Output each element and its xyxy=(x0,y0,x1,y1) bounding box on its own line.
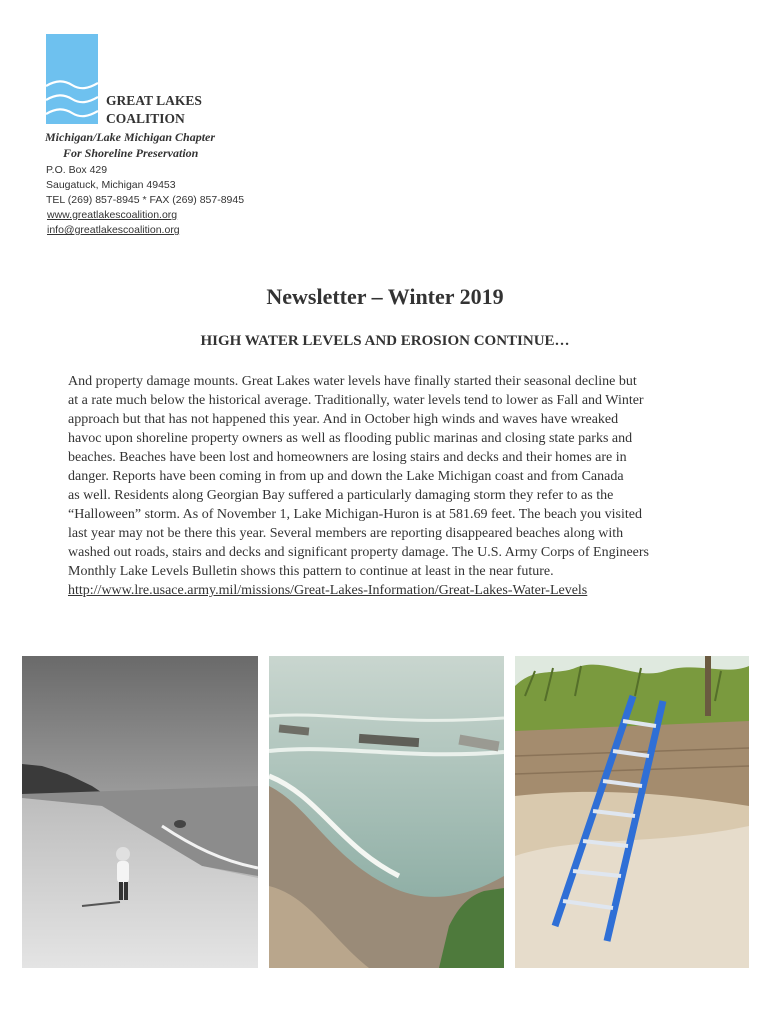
body-line: as well. Residents along Georgian Bay suffered a particularly damaging storm they refer to as the xyxy=(68,488,614,503)
body-line: washed out roads, stairs and decks and significant property damage. The U.S. Army Corps of Engineers xyxy=(68,545,649,560)
organization-name xyxy=(106,92,202,127)
body-line: approach but that has not happened this year. And in October high winds and waves have wreaked xyxy=(68,412,619,427)
address-line-1: P.O. Box 429 xyxy=(46,164,108,176)
ladder-dune-photo xyxy=(515,656,749,968)
beach-child-photo xyxy=(22,656,258,968)
phone-fax: TEL (269) 857-8945 * FAX (269) 857-8945 xyxy=(46,194,245,206)
shoreline-erosion-photo xyxy=(269,656,504,968)
org-name-line-2: COALITION xyxy=(106,110,185,126)
water-levels-link[interactable]: http://www.lre.usace.army.mil/missions/Great-Lakes-Information/Great-Lakes-Water-Levels xyxy=(68,583,588,598)
chapter-line-2: For Shoreline Preservation xyxy=(63,146,199,160)
body-line: Monthly Lake Levels Bulletin shows this pattern to continue at least in the near future. xyxy=(68,564,554,579)
website-link[interactable]: www.greatlakescoalition.org xyxy=(47,209,178,221)
article-body xyxy=(68,372,708,600)
email-link[interactable]: info@greatlakescoalition.org xyxy=(47,224,180,236)
chapter-line-1: Michigan/Lake Michigan Chapter xyxy=(45,130,216,144)
body-line: And property damage mounts. Great Lakes water levels have finally started their seasonal decline but xyxy=(68,374,637,389)
address-line-2: Saugatuck, Michigan 49453 xyxy=(46,179,176,191)
body-line: last year may not be there this year. Several members are reporting disappeared beaches along with xyxy=(68,526,624,541)
body-line: danger. Reports have been coming in from up and down the Lake Michigan coast and from Canada xyxy=(68,469,624,484)
body-line: beaches. Beaches have been lost and homeowners are losing stairs and decks and their homes are in xyxy=(68,450,627,465)
body-line: havoc upon shoreline property owners as well as flooding public marinas and closing state parks and xyxy=(68,431,633,446)
body-line: “Halloween” storm. As of November 1, Lake Michigan-Huron is at 581.69 feet. The beach you visited xyxy=(68,507,642,522)
chapter-name xyxy=(45,129,215,161)
contact-block xyxy=(46,163,244,238)
waves-logo-icon xyxy=(46,34,98,124)
coalition-logo xyxy=(46,34,98,124)
body-line: at a rate much below the historical average. Traditionally, water levels tend to lower as Fall and Winter xyxy=(68,393,644,408)
article-headline: HIGH WATER LEVELS AND EROSION CONTINUE… xyxy=(200,333,570,349)
org-name-line-1: GREAT LAKES xyxy=(106,93,202,108)
newsletter-title: Newsletter – Winter 2019 xyxy=(266,284,504,309)
